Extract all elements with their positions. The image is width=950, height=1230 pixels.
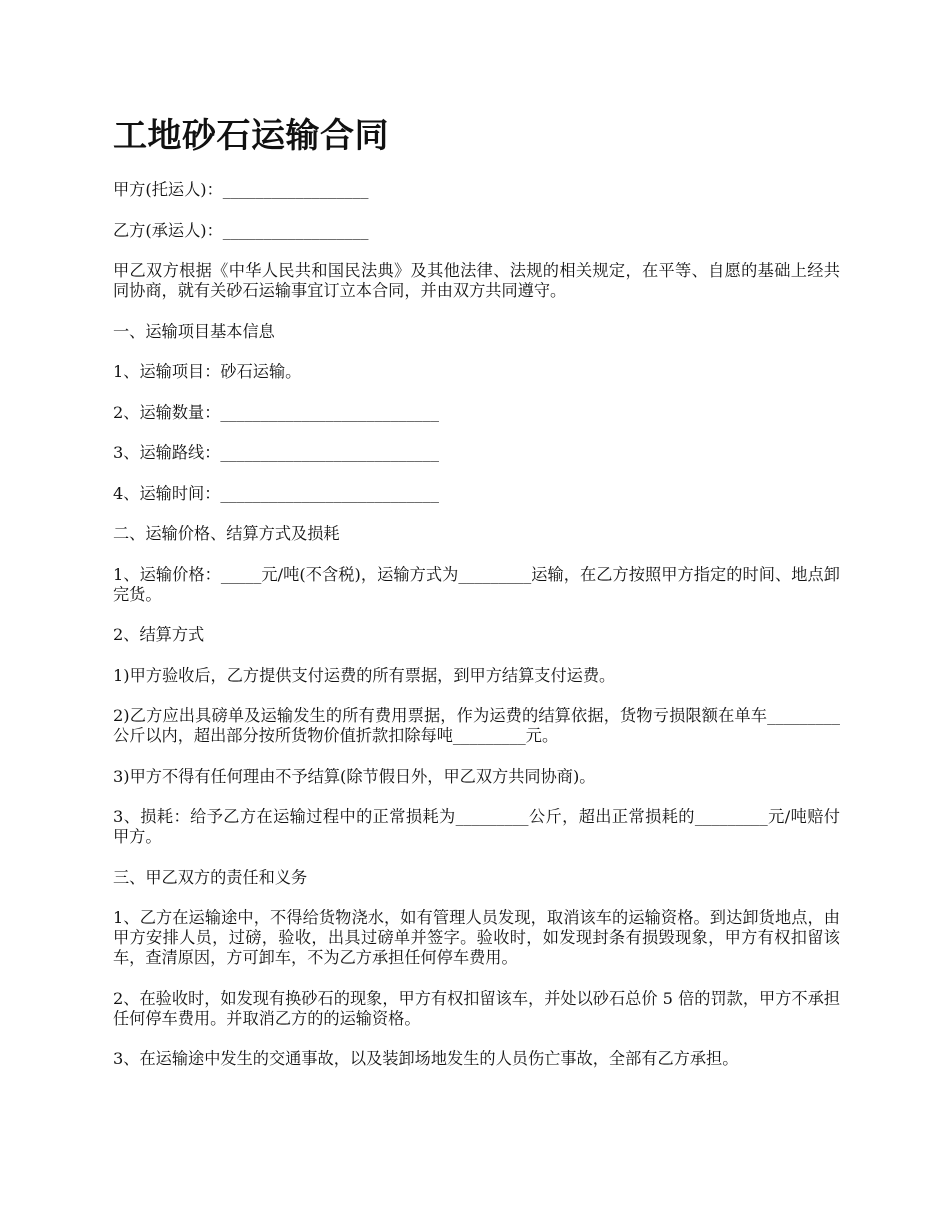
clause-duty-3: 3、在运输途中发生的交通事故，以及装卸场地发生的人员伤亡事故，全部有乙方承担。 (113, 1049, 739, 1068)
section-heading-1: 一、运输项目基本信息 (113, 321, 275, 341)
section-heading-3: 三、甲乙双方的责任和义务 (113, 867, 308, 887)
section-heading-2: 二、运输价格、结算方式及损耗 (113, 524, 340, 543)
clause-duty-1: 1、乙方在运输途中，不得给货物浇水，如有管理人员发现，取消该车的运输资格。到达卸货地点，由甲方安排人员，过磅，验收，出具过磅单并签字。验收时，如发现封条有损毁现象，甲方有权扣留该车，查清原因，方可卸车，不为乙方承担任何停车费用。 (113, 908, 840, 967)
clause-settlement-3: 3)甲方不得有任何理由不予结算(除节假日外，甲乙双方共同协商)。 (113, 766, 596, 786)
clause-transport-quantity: 2、运输数量：___________________________ (113, 402, 439, 422)
party-a-line: 甲方(托运人)：__________________ (113, 180, 369, 199)
clause-transport-time: 4、运输时间：___________________________ (113, 483, 439, 503)
clause-settlement-2: 2)乙方应出具磅单及运输发生的所有费用票据，作为运费的结算依据，货物亏损限额在单车_________公斤以内，超出部分按所货物价值折款扣除每吨_________元。 (113, 706, 840, 745)
clause-transport-item: 1、运输项目：砂石运输。 (113, 362, 302, 381)
party-b-line: 乙方(承运人)：__________________ (113, 220, 369, 240)
clause-loss: 3、损耗：给予乙方在运输过程中的正常损耗为_________公斤，超出正常损耗的_________元/吨赔付甲方。 (113, 807, 840, 846)
preamble-paragraph: 甲乙双方根据《中华人民共和国民法典》及其他法律、法规的相关规定，在平等、自愿的基础上经共同协商，就有关砂石运输事宜订立本合同，并由双方共同遵守。 (113, 261, 840, 300)
document-title: 工地砂石运输合同 (113, 116, 389, 156)
clause-transport-route: 3、运输路线：___________________________ (113, 443, 439, 462)
clause-duty-2: 2、在验收时，如发现有换砂石的现象，甲方有权扣留该车，并处以砂石总价 5 倍的罚款，甲方不承担任何停车费用。并取消乙方的的运输资格。 (113, 988, 840, 1028)
document-page (113, 112, 840, 1090)
clause-settlement-heading: 2、结算方式 (113, 625, 205, 644)
clause-settlement-1: 1)甲方验收后，乙方提供支付运费的所有票据，到甲方结算支付运费。 (113, 665, 616, 685)
clause-transport-price: 1、运输价格：_____元/吨(不含税)，运输方式为_________运输，在乙方按照甲方指定的时间、地点卸完货。 (113, 564, 840, 604)
